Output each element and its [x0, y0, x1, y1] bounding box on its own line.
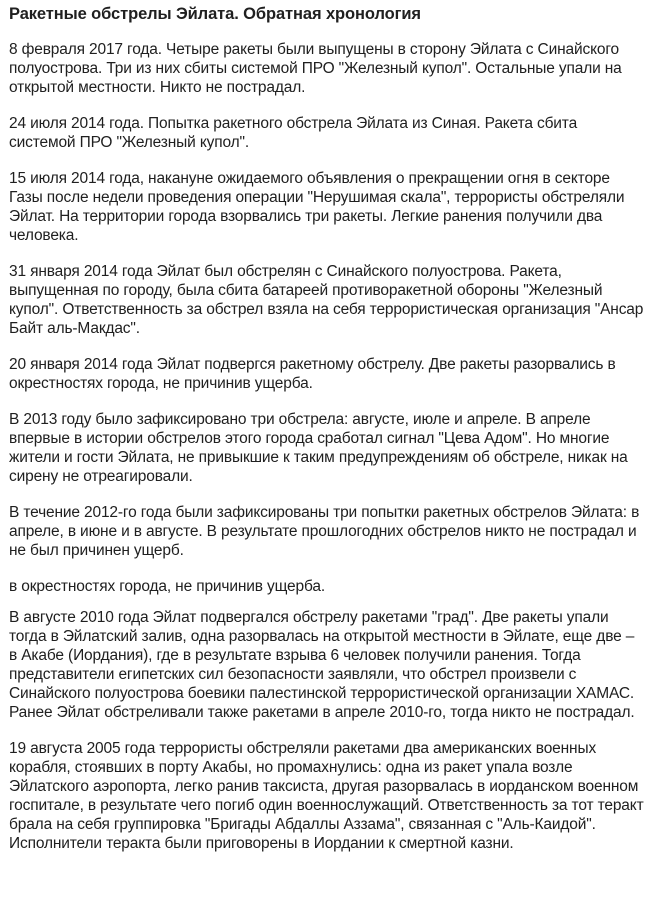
- paragraph-2013: В 2013 году было зафиксировано три обстрела: августе, июле и апреле. В апреле впервые в истории обстрелов этого города сработал сигнал "Цева Адом". Но многие жители и гости Эйлата, не привыкшие к таким предупреждениям об обстреле, никак на сирену не отреагировали.: [9, 411, 628, 485]
- paragraph-2014-jul-24: 24 июля 2014 года. Попытка ракетного обстрела Эйлата из Синая. Ракета сбита системой ПРО "Железный купол".: [9, 115, 578, 151]
- paragraph-2017-feb: 8 февраля 2017 года. Четыре ракеты были выпущены в сторону Эйлата с Синайского полуострова. Три из них сбиты системой ПРО "Железный купол". Остальные упали на открытой местности. Никто не пострадал.: [9, 41, 622, 96]
- paragraph-2014-jul-15: 15 июля 2014 года, накануне ожидаемого объявления о прекращении огня в секторе Газы после недели проведения операции "Нерушимая скала", террористы обстреляли Эйлат. На территории города взорвались три ракеты. Легкие ранения получили два человека.: [9, 170, 625, 244]
- paragraph-fragment: в окрестностях города, не причинив ущерба.: [9, 578, 325, 595]
- article-title: Ракетные обстрелы Эйлата. Обратная хронология: [9, 5, 421, 23]
- paragraph-2014-jan-31: 31 января 2014 года Эйлат был обстрелян с Синайского полуострова. Ракета, выпущенная по городу, была сбита батареей противоракетной обороны "Железный купол". Ответственность за обстрел взяла на себя террористическая организация "Ансар Байт аль-Макдас".: [9, 263, 644, 337]
- paragraph-2014-jan-20: 20 января 2014 года Эйлат подвергся ракетному обстрелу. Две ракеты разорвались в окрестностях города, не причинив ущерба.: [9, 356, 616, 392]
- paragraph-2005: 19 августа 2005 года террористы обстреляли ракетами два американских военных корабля, стоявших в порту Акабы, но промахнулись: одна из ракет упала возле Эйлатского аэропорта, легко ранив таксиста, другая разорвалась в иорданском военном госпитале, в результате чего погиб один военнослужащий. Ответственность за тот теракт брала на себя группировка "Бригады Абдаллы Аззама", связанная с "Аль-Каидой". Исполнители теракта были приговорены в Иордании к смертной казни.: [9, 740, 644, 852]
- paragraph-2012: В течение 2012-го года были зафиксированы три попытки ракетных обстрелов Эйлата: в апреле, в июне и в августе. В результате прошлогодних обстрелов никто не пострадал и не был причинен ущерб.: [9, 504, 640, 559]
- paragraph-2010: В августе 2010 года Эйлат подвергался обстрелу ракетами "град". Две ракеты упали тогда в Эйлатский залив, одна разорвалась на открытой местности в Эйлате, еще две – в Акабе (Иордания), где в результате взрыва 6 человек получили ранения. Тогда представители египетских сил безопасности заявляли, что обстрел произвели с Синайского полуострова боевики палестинской террористической организации ХАМАС. Ранее Эйлат обстреливали также ракетами в апреле 2010-го, тогда никто не пострадал.: [9, 609, 635, 721]
